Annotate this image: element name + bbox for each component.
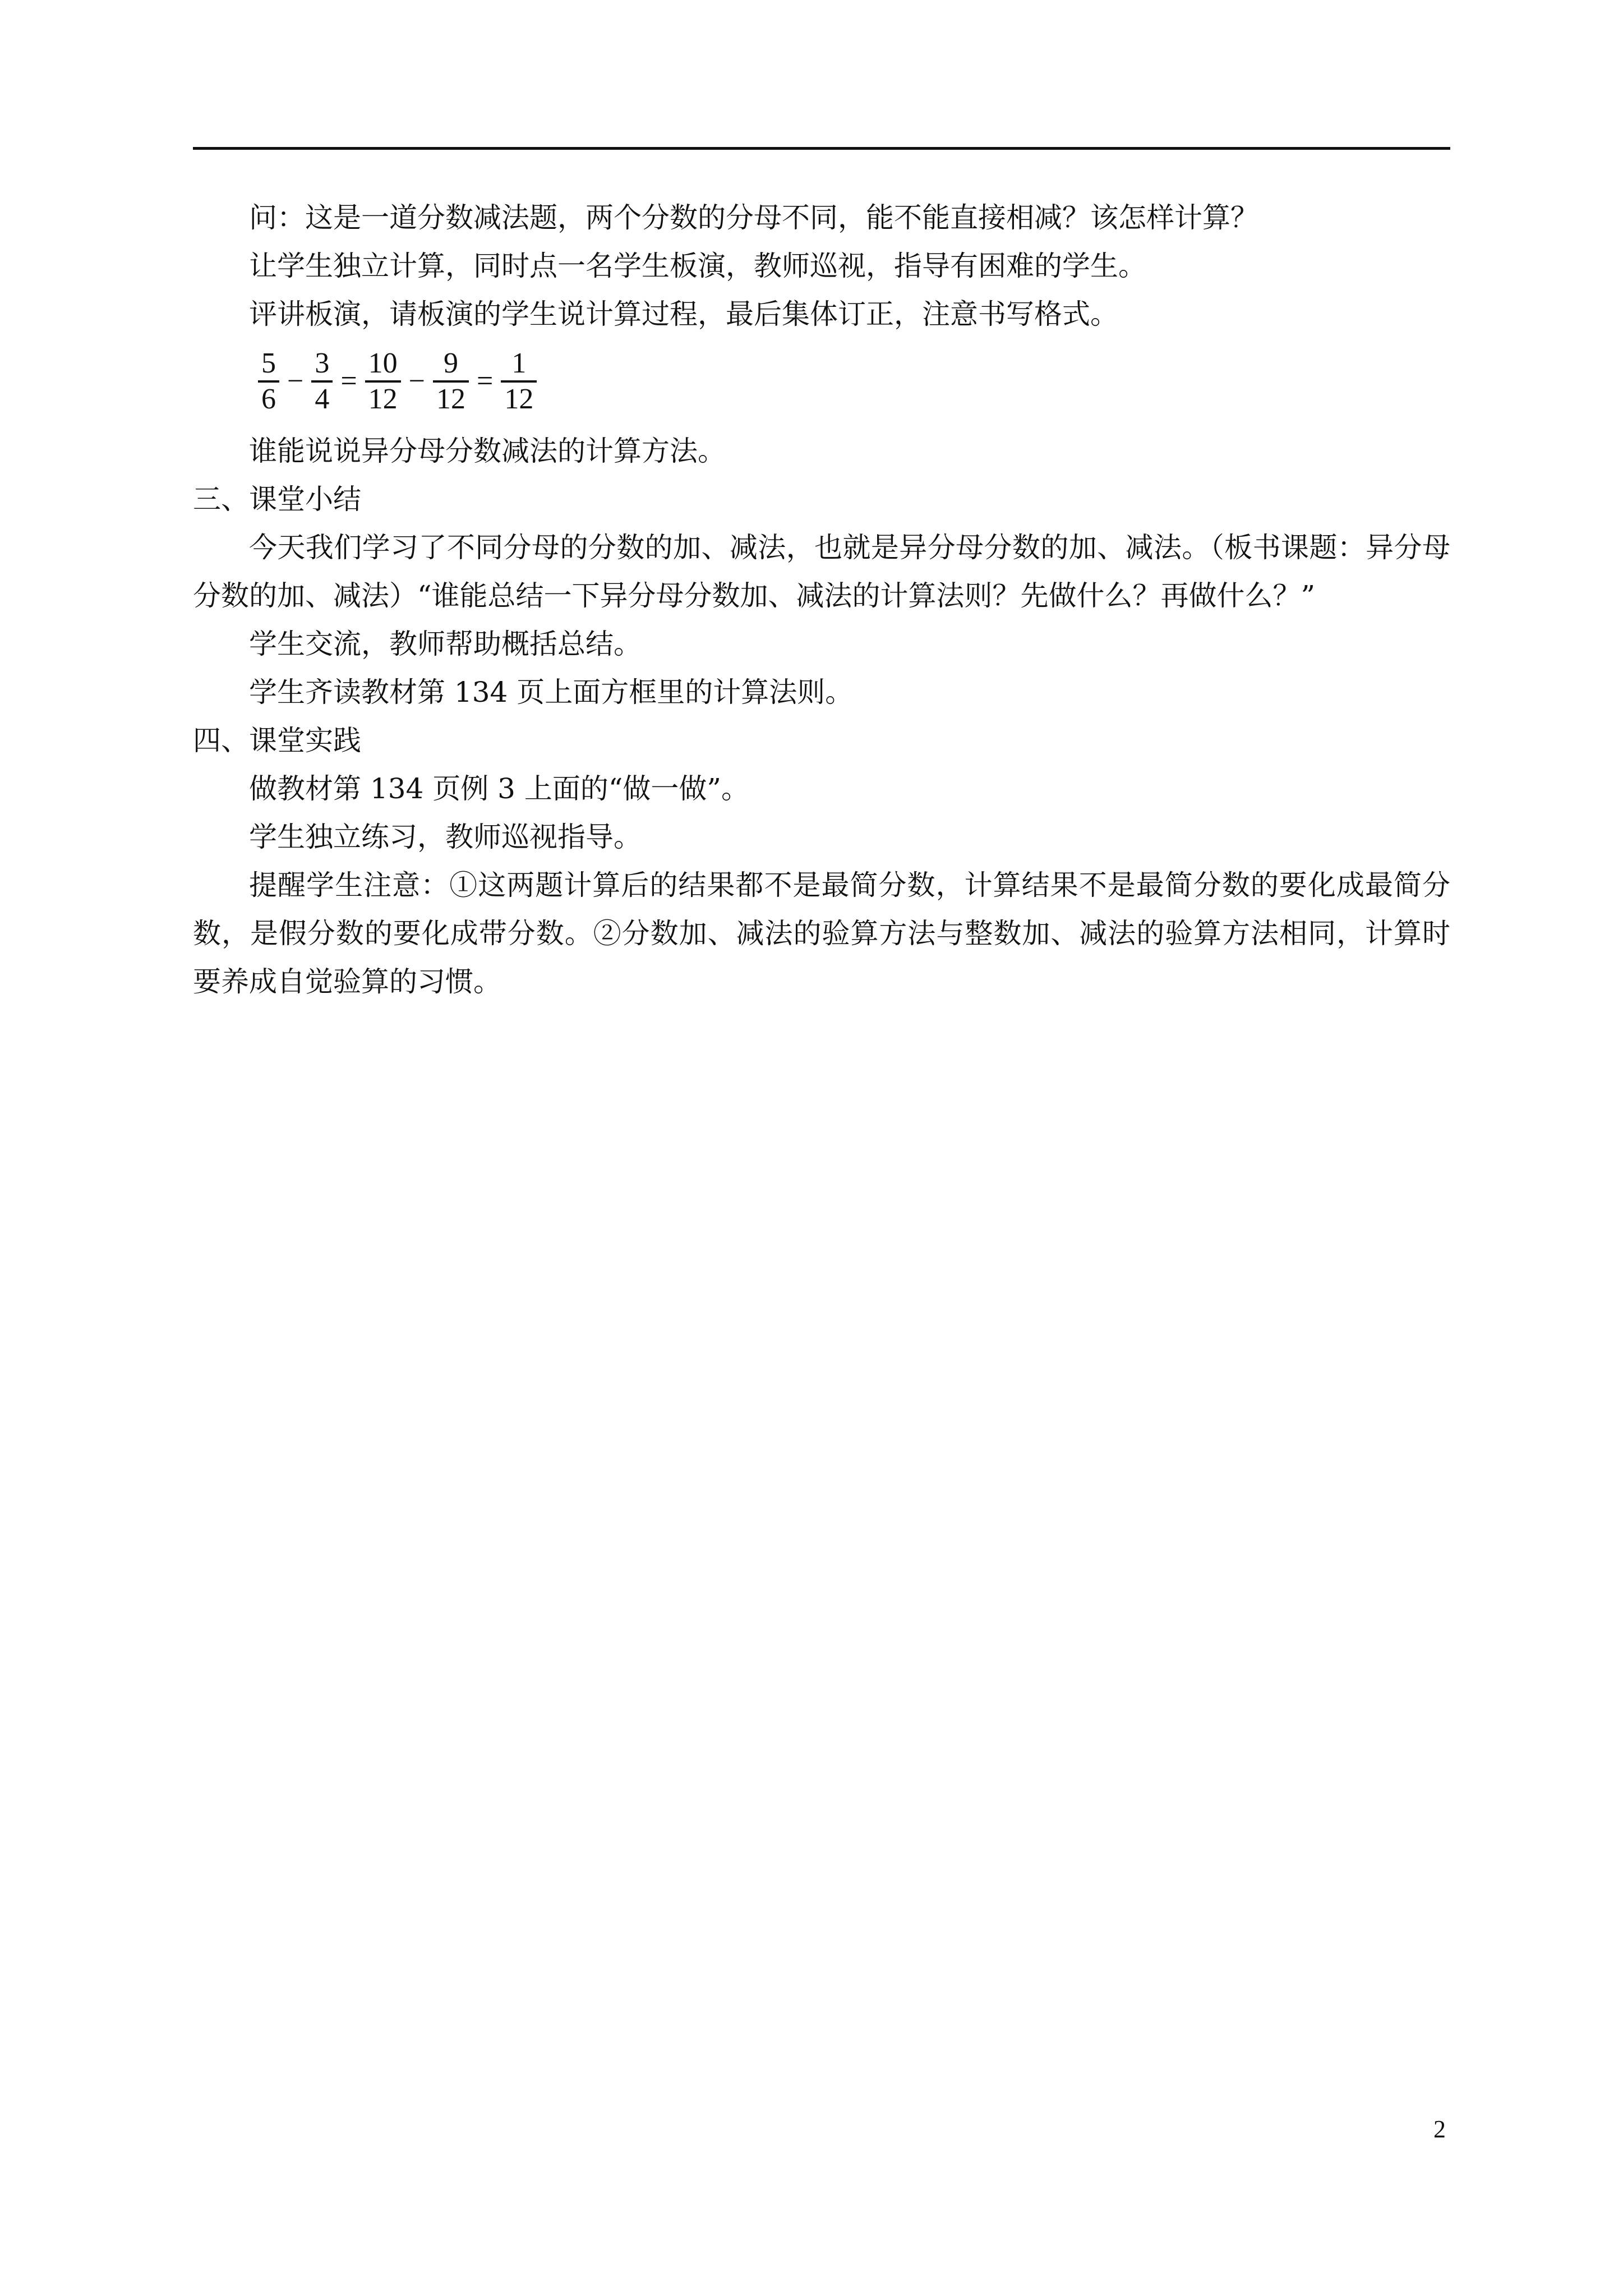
fraction-3-4	[311, 347, 333, 416]
fraction-numerator: 1	[511, 347, 527, 379]
fraction-numerator: 9	[443, 347, 458, 379]
header-rule	[193, 147, 1450, 150]
practice-exercise-paragraph: 做教材第 134 页例 3 上面的“做一做”。	[249, 772, 749, 805]
independent-practice-paragraph: 学生独立练习，教师巡视指导。	[249, 821, 642, 853]
independent-calc-paragraph: 让学生独立计算，同时点一名学生板演，教师巡视，指导有困难的学生。	[249, 250, 1146, 282]
fraction-denominator: 12	[368, 383, 398, 415]
fraction-10-12	[365, 347, 401, 416]
question-paragraph: 问：这是一道分数减法题，两个分数的分母不同，能不能直接相减？该怎样计算？	[249, 201, 1258, 234]
reminder-paragraph: 提醒学生注意：①这两题计算后的结果都不是最简分数，计算结果不是最简分数的要化成最简分数，是假分数的要化成带分数。②分数加、减法的验算方法与整数加、减法的验算方法相同，计算时要养成自觉验算的习惯。	[193, 869, 1450, 998]
fraction-denominator: 12	[504, 383, 534, 415]
fraction-1-12	[501, 347, 537, 416]
equals-sign: =	[476, 365, 494, 397]
fraction-9-12	[433, 347, 469, 416]
minus-sign: −	[287, 365, 304, 397]
section-heading-practice: 四、课堂实践	[193, 724, 361, 757]
fraction-numerator: 3	[315, 347, 330, 379]
fraction-subtraction-formula	[255, 339, 1450, 424]
fraction-denominator: 6	[261, 383, 276, 415]
minus-sign: −	[408, 365, 425, 397]
fraction-numerator: 10	[368, 347, 398, 379]
read-rule-paragraph: 学生齐读教材第 134 页上面方框里的计算法则。	[249, 676, 854, 708]
student-exchange-paragraph: 学生交流，教师帮助概括总结。	[249, 628, 642, 660]
section-heading-summary: 三、课堂小结	[193, 483, 361, 516]
page-number: 2	[1433, 2115, 1446, 2143]
fraction-denominator: 12	[436, 383, 465, 415]
fraction-denominator: 4	[315, 383, 330, 415]
review-board-paragraph: 评讲板演，请板演的学生说计算过程，最后集体订正，注意书写格式。	[249, 298, 1118, 330]
equals-sign: =	[340, 365, 357, 397]
document-body	[193, 194, 1450, 1006]
summary-paragraph: 今天我们学习了不同分母的分数的加、减法，也就是异分母分数的加、减法。（板书课题：异分母分数的加、减法）“谁能总结一下异分母分数加、减法的计算法则？先做什么？再做什么？”	[193, 531, 1450, 612]
method-question-paragraph: 谁能说说异分母分数减法的计算方法。	[249, 435, 726, 467]
fraction-5-6	[258, 347, 279, 416]
fraction-numerator: 5	[261, 347, 276, 379]
